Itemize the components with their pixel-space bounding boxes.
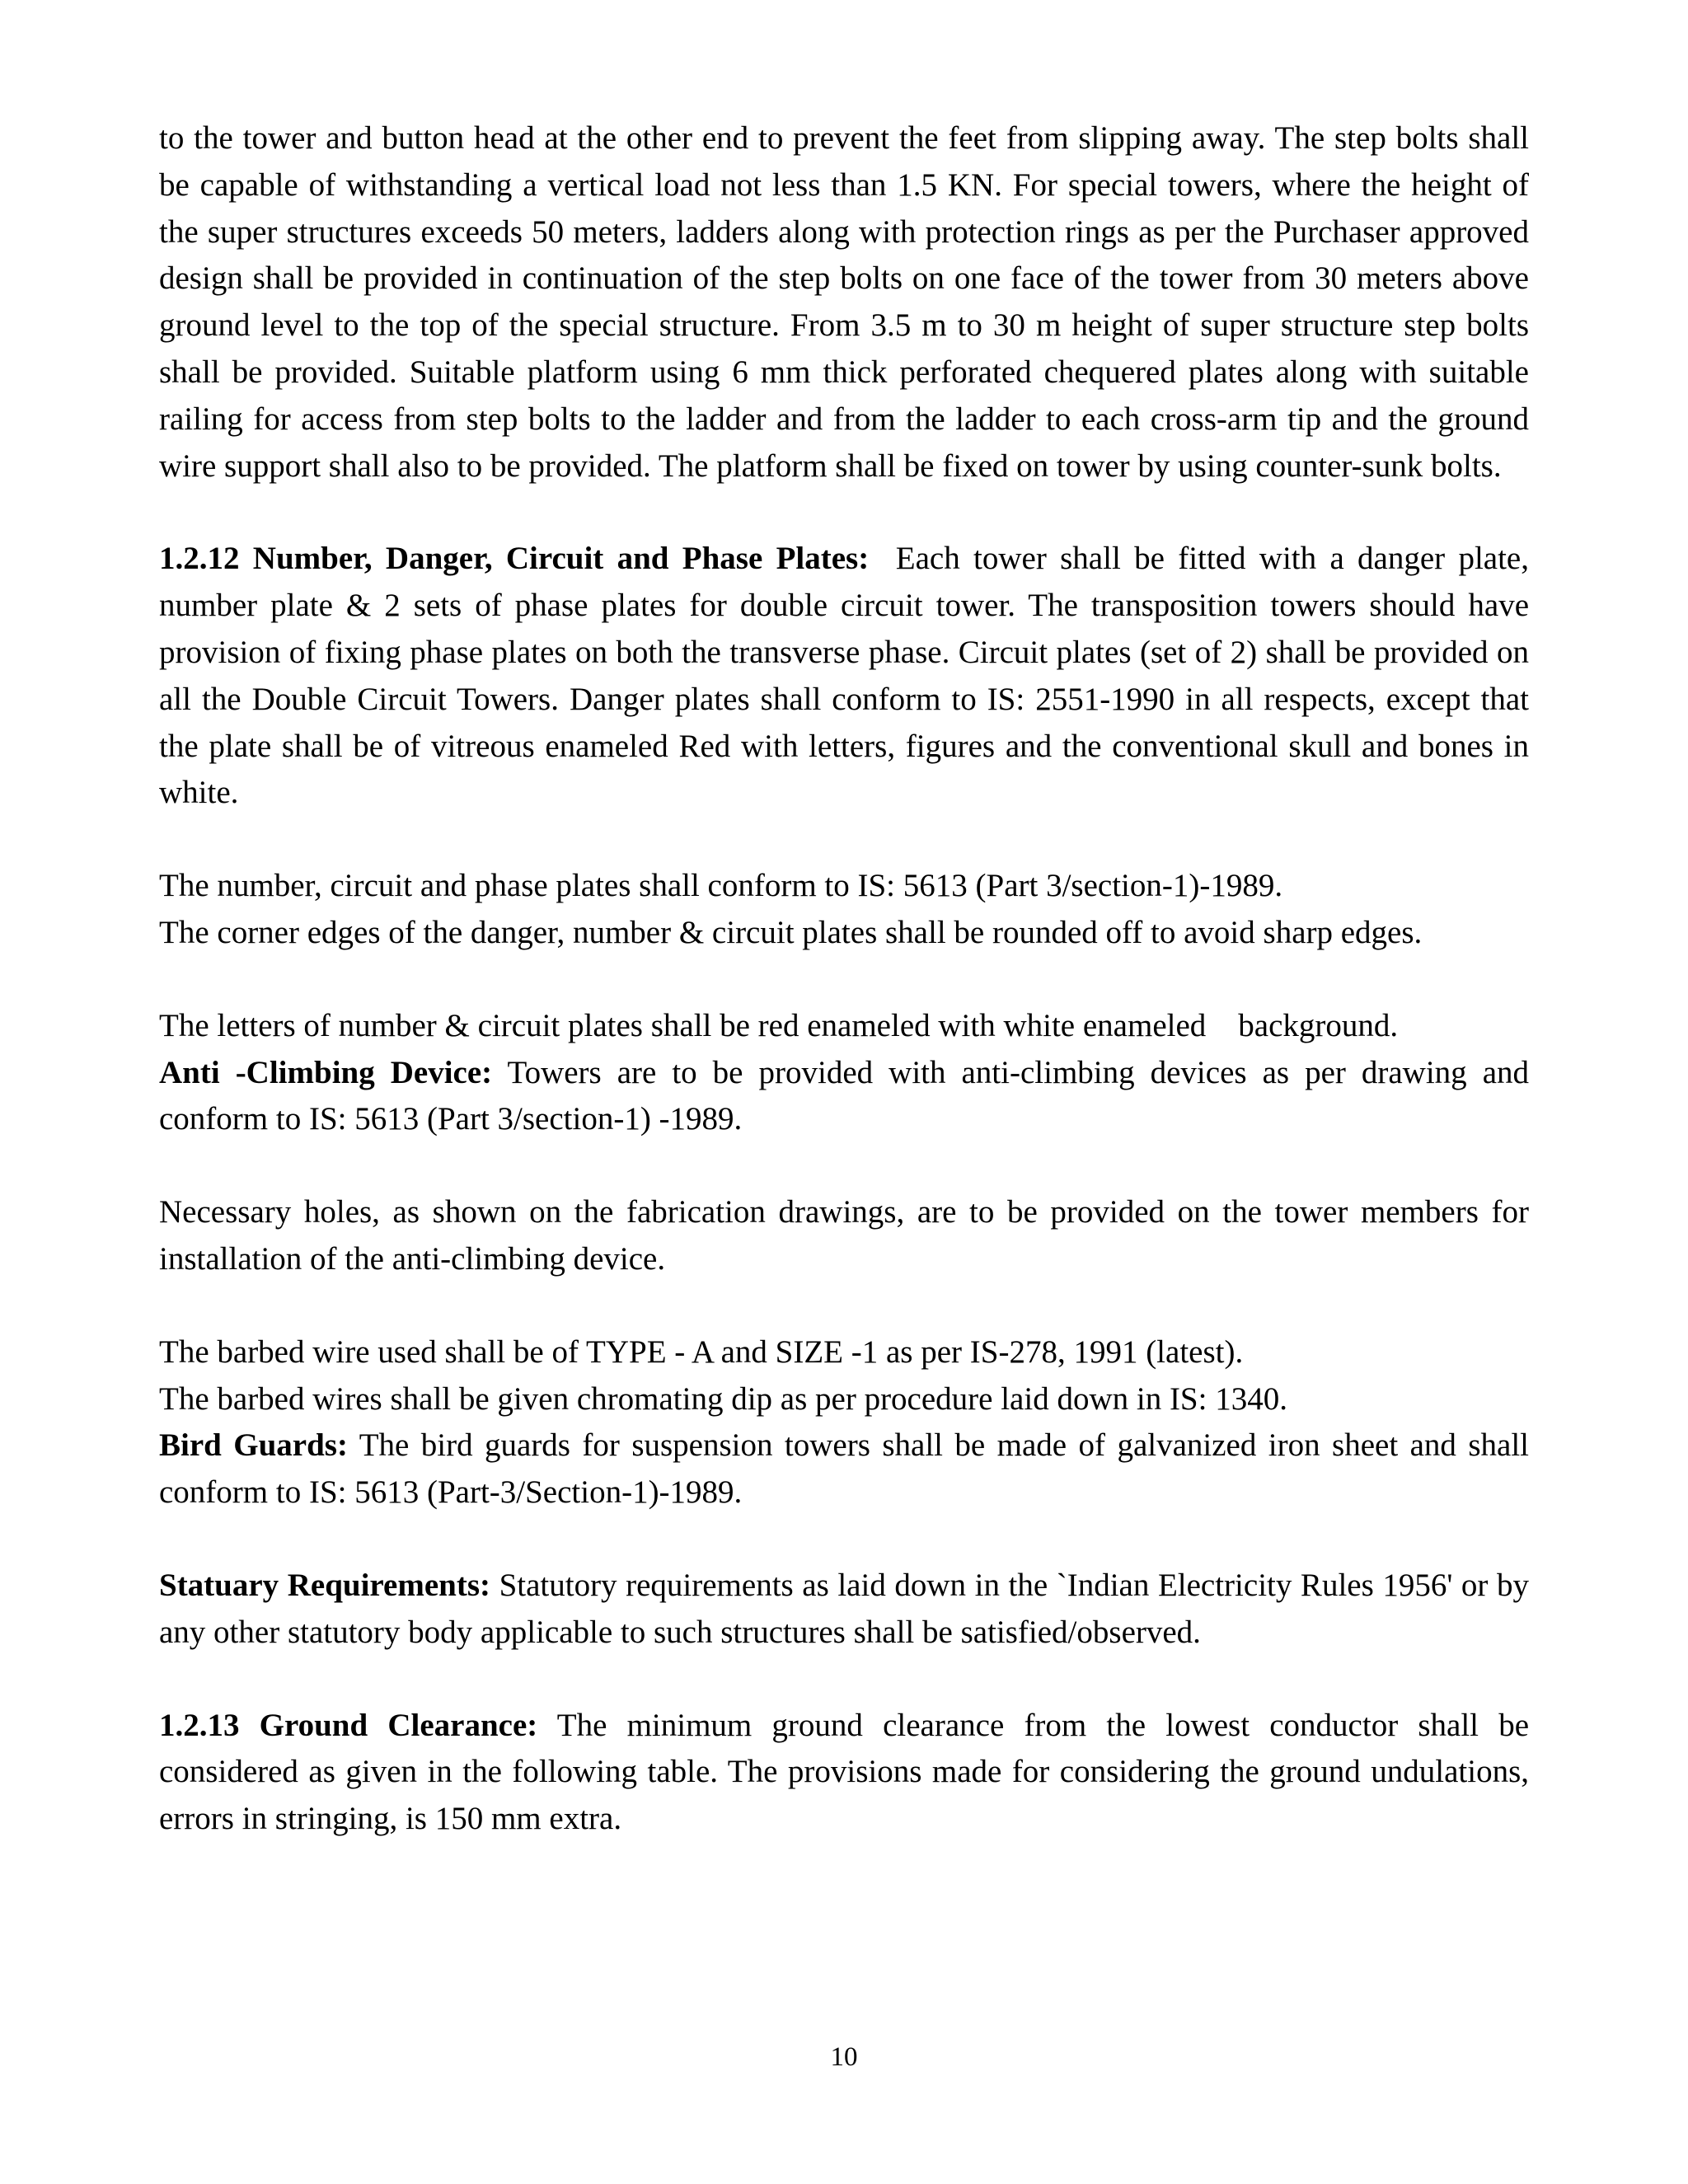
paragraph-gap bbox=[159, 1283, 1529, 1329]
paragraph-gap bbox=[159, 1516, 1529, 1563]
section-1-2-13 bbox=[159, 1703, 1529, 1843]
paragraph-gap bbox=[159, 490, 1529, 536]
section-anti-climbing bbox=[159, 1050, 1529, 1144]
section-heading-1-2-12: 1.2.12 Number, Danger, Circuit and Phase Plates: bbox=[159, 541, 870, 577]
section-bird-guards bbox=[159, 1422, 1529, 1516]
paragraph-holes: Necessary holes, as shown on the fabrication drawings, are to be provided on the tower members for installation of the anti-climbing device. bbox=[159, 1194, 1529, 1277]
paragraph-gap bbox=[159, 1143, 1529, 1189]
paragraph-letters: The letters of number & circuit plates shall be red enameled with white enameled background. bbox=[159, 1007, 1399, 1043]
paragraph-barbed-wire-type: The barbed wire used shall be of TYPE - A and SIZE -1 as per IS-278, 1991 (latest). bbox=[159, 1333, 1244, 1370]
section-statuary-requirements bbox=[159, 1563, 1529, 1657]
heading-statuary-requirements: Statuary Requirements: bbox=[159, 1567, 490, 1603]
paragraph-step-bolts: to the tower and button head at the other end to prevent the feet from slipping away. The step bolts shall be capable of withstanding a vertical load not less than 1.5 KN. For special towers, where the height of the super structures exceeds 50 meters, ladders along with protection rings as per the Purchaser approved design shall be provided in continuation of the step bolts on one face of the tower from 30 meters above ground level to the top of the special structure. From 3.5 m to 30 m height of super structure step bolts shall be provided. Suitable platform using 6 mm thick perforated chequered plates along with suitable railing for access from step bolts to the ladder and from the ladder to each cross-arm tip and the ground wire support shall also to be provided. The platform shall be fixed on tower by using counter-sunk bolts. bbox=[159, 120, 1529, 484]
heading-bird-guards: Bird Guards: bbox=[159, 1427, 348, 1464]
page-number: 10 bbox=[830, 2042, 858, 2072]
page-content bbox=[159, 115, 1529, 1843]
body-anti-climbing: Towers are to be provided with anti-climbing devices as per drawing and conform to IS: 5613 (Part 3/section-1) -1989. bbox=[159, 1054, 1530, 1137]
section-1-2-12 bbox=[159, 536, 1529, 817]
section-heading-1-2-13: 1.2.13 Ground Clearance: bbox=[159, 1707, 538, 1743]
section-body-1-2-13: The minimum ground clearance from the lowest conductor shall be considered as given in the following table. The provisions made for considering the ground undulations, errors in stringing, is 150 mm extra. bbox=[159, 1707, 1530, 1837]
paragraph-gap bbox=[159, 817, 1529, 863]
paragraph-corner-edges: The corner edges of the danger, number & circuit plates shall be rounded off to avoid sharp edges. bbox=[159, 914, 1423, 950]
section-body-1-2-12: Each tower shall be fitted with a danger plate, number plate & 2 sets of phase plates for double circuit tower. The transposition towers should have provision of fixing phase plates on both the transverse phase. Circuit plates (set of 2) shall be provided on all the Double Circuit Towers. Danger plates shall conform to IS: 2551-1990 in all respects, except that the plate shall be of vitreous enameled Red with letters, figures and the conventional skull and bones in white. bbox=[159, 541, 1529, 811]
body-bird-guards: The bird guards for suspension towers shall be made of galvanized iron sheet and shall conform to IS: 5613 (Part-3/Section-1)-1989. bbox=[159, 1427, 1529, 1511]
paragraph-gap bbox=[159, 957, 1529, 1003]
paragraph-gap bbox=[159, 1657, 1529, 1703]
heading-anti-climbing: Anti -Climbing Device: bbox=[159, 1054, 493, 1090]
paragraph-barbed-wire-dip: The barbed wires shall be given chromating dip as per procedure laid down in IS: 1340. bbox=[159, 1380, 1287, 1417]
body-statuary-requirements: Statutory requirements as laid down in the `Indian Electricity Rules 1956' or by any other statutory body applicable to such structures shall be satisfied/observed. bbox=[159, 1567, 1529, 1650]
paragraph-number-plates-conform: The number, circuit and phase plates shall conform to IS: 5613 (Part 3/section-1)-1989. bbox=[159, 868, 1283, 904]
